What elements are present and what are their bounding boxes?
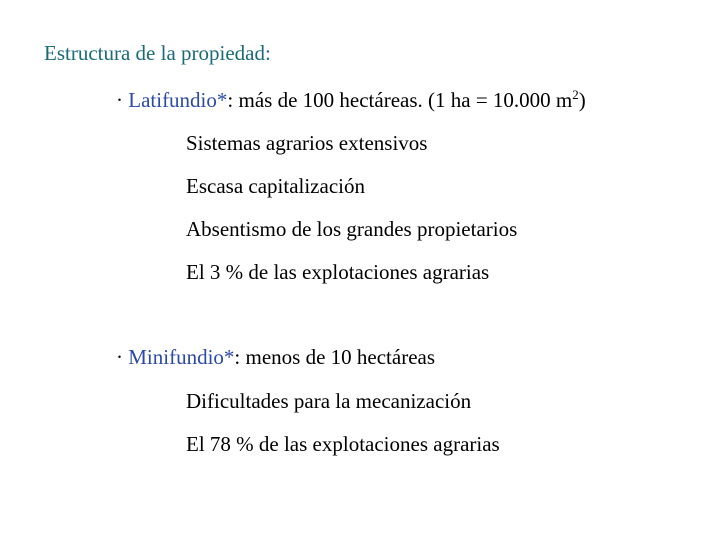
list-item: El 78 % de las explotaciones agrarias [186, 432, 500, 456]
latifundio-heading [116, 88, 586, 112]
latifundio-term: Latifundio* [128, 88, 228, 112]
superscript: 2 [572, 87, 579, 102]
minifundio-definition: menos de 10 hectáreas [245, 345, 436, 369]
minifundio-term: Minifundio* [128, 345, 235, 369]
list-item: Sistemas agrarios extensivos [186, 131, 428, 155]
list-item: Absentismo de los grandes propietarios [186, 217, 518, 241]
page-title: Estructura de la propiedad: [44, 41, 271, 65]
minifundio-heading [116, 345, 435, 369]
list-item: Escasa capitalización [186, 174, 365, 198]
list-item: Dificultades para la mecanización [186, 389, 472, 413]
bullet-marker: · [116, 345, 123, 369]
latifundio-definition: más de 100 hectáreas. (1 ha = 10.000 m [238, 88, 573, 112]
term-colon: : [227, 88, 234, 112]
bullet-marker: · [116, 88, 123, 112]
list-item: El 3 % de las explotaciones agrarias [186, 260, 490, 284]
definition-close: ) [578, 88, 586, 112]
term-colon: : [234, 345, 241, 369]
